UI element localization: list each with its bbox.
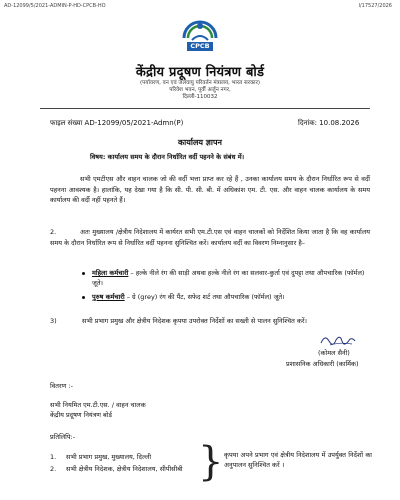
org-address-line2: परिवेश भवन, पूर्वी अर्जुन नगर, [169,87,231,93]
signatory-designation: प्रशासनिक अधिकारी (कार्मिक) [286,360,359,368]
bullet-label-female: महिला कर्मचारी [92,269,129,277]
memo-heading: कार्यालय ज्ञापन [178,138,222,147]
copy-item-number: 2. [50,465,57,473]
memo-date: दिनांक: 10.08.2026 [298,119,360,127]
bullet-marker [82,296,85,299]
header-divider [40,108,370,109]
copy-item-number: 1. [50,453,57,461]
memo-paragraph-2: अतः मुख्यालय /क्षेत्रीय निदेशालय में कार्यरत सभी एम.टी.एस एवं वाहन चालकों को निर्देशित किया जाता है कि वह कार्यालय समय के दौरान निर्धारित रूप से निर्धारित वर्दी पहनना सुनिश्चित करें। कार्यालय वर्दी का विवरण निम्नानुसार है– [50,228,370,247]
paragraph-2-number: 2. [50,228,57,236]
cpcb-logo [178,12,222,60]
bullet-text-male: – ग्रे (grey) रंग की पैंट, सफेद शर्ट तथा औपचारिक (फॉर्मल) जूते। [126,293,285,301]
bullet-item-female [92,268,367,288]
brace-symbol: } [198,439,224,485]
bullet-item-male [92,292,367,302]
file-number: फाइल संख्या AD-12099/05/2021-Admn(P) [50,119,184,127]
cpcb-logo-icon [178,12,222,60]
memo-paragraph-1: सभी एमटीएस और वाहन चालक जो की वर्दी भत्ता प्राप्त कर रहे हैं , उनका कार्यालय समय के दौरान निर्धारित रूप से वर्दी पहनना आवश्यक है। हालांकि, यह देखा गया है कि सी. पी. सी. बी. में अधिकांश एम. टी. एस. और वाहन चालक कार्यालय के समय कार्यालय की वर्दी नहीं पहनते हैं। [50,175,370,204]
copy-note: कृपया अपने प्रभाग एवं क्षेत्रीय निदेशालय में उपर्युक्त निर्देशों का अनुपालन सुनिश्चित करें । [224,451,372,469]
copy-label: प्रतिलिपि:- [50,433,76,441]
org-address-line3: दिल्ली-110032 [182,94,218,100]
memo-paragraph-3: सभी प्रभाग प्रमुख और क्षेत्रीय निदेशक कृपया उपरोक्त निर्देशों का सख्ती से पालन सुनिश्चित करें। [82,317,307,325]
distribution-line-1: सभी नियमित एम.टी.एस. / वाहन चालक [50,401,146,409]
distribution-label: वितरण :- [50,382,73,390]
bullet-text-female: – हल्के नीले रंग की साड़ी अथवा हल्के नीले रंग का सलवार-कुर्ता एवं दुपट्टा तथा औपचारिक (फॉर्मल) जूते। [92,269,365,287]
header-doc-ref: I/17527/2026 [358,3,392,9]
memo-subject: विषय: कार्यालय समय के दौरान निर्धारित वर्दी पहनने के संबंध में। [90,153,245,161]
logo-text: CPCB [190,42,210,50]
signature-icon [318,332,358,348]
paragraph-3-number: 3) [50,317,57,325]
copy-item-text: सभी प्रभाग प्रमुख, मुख्यालय, दिल्ली [66,453,152,461]
org-name: केंद्रीय प्रदूषण नियंत्रण बोर्ड [135,65,265,80]
org-address-line1: (पर्यावरण, वन एवं जलवायु परिवर्तन मंत्रालय, भारत सरकार) [140,80,260,86]
copy-item-text: सभी क्षेत्रीय निदेशक, क्षेत्रीय निदेशालय, सीपीसीबी [66,465,183,473]
signatory-name: (कोमल सैनी) [318,349,350,357]
distribution-line-2: केंद्रीय प्रदूषण नियंत्रण बोर्ड [50,411,112,419]
bullet-label-male: पुरुष कर्मचारी [92,293,125,301]
signature [318,332,358,348]
header-file-ref: AD-12099/5/2021-ADMIN-P-HD-CPCB-HO [4,3,106,9]
bullet-marker [82,272,85,275]
